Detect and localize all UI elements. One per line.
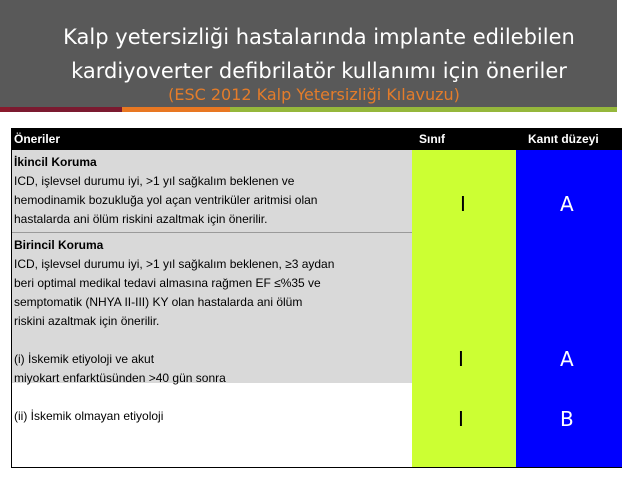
non-ischemic-evidence-value: B xyxy=(560,407,574,431)
slide-title-line-1: Kalp yetersizliği hastalarında implante edilebilen xyxy=(63,25,575,49)
secondary-evidence-value: A xyxy=(560,192,574,216)
ischemic-class-value: I xyxy=(458,347,464,371)
primary-prevention-heading: Birincil Koruma xyxy=(14,238,104,252)
table-bottom-border xyxy=(11,467,622,468)
secondary-prevention-line: hastalarda ani ölüm riskini azaltmak için önerilir. xyxy=(14,212,268,226)
accent-bar-orange xyxy=(122,107,230,112)
non-ischemic-class-value: I xyxy=(458,407,464,431)
table-header xyxy=(11,128,622,150)
primary-prevention-line: riskini azaltmak için önerilir. xyxy=(14,314,160,328)
ischemic-etiology-line-1: (i) İskemik etiyoloji ve akut xyxy=(14,352,155,366)
slide-subtitle: (ESC 2012 Kalp Yetersizliği Kılavuzu) xyxy=(168,85,460,104)
header-evidence-level: Kanıt düzeyi xyxy=(528,132,599,146)
secondary-prevention-line: ICD, işlevsel durumu iyi, >1 yıl sağkalım beklenen ve xyxy=(14,174,295,188)
row-separator xyxy=(11,232,412,233)
recommendations-table xyxy=(11,128,622,467)
secondary-prevention-heading: İkincil Koruma xyxy=(14,155,97,169)
ischemic-evidence-value: A xyxy=(560,347,574,371)
secondary-class-value: I xyxy=(460,192,466,216)
accent-bar-dark-red xyxy=(0,107,10,112)
header-recommendations: Öneriler xyxy=(14,132,61,146)
accent-bar-maroon xyxy=(10,107,122,112)
ischemic-etiology-line-2: miyokart enfarktüsünden >40 gün sonra xyxy=(14,371,226,385)
secondary-prevention-line: hemodinamik bozukluğa yol açan ventriküler aritmisi olan xyxy=(14,193,318,207)
primary-prevention-line: beri optimal medikal tedavi almasına rağmen EF ≤%35 ve xyxy=(14,276,321,290)
non-ischemic-etiology-line: (ii) İskemik olmayan etiyoloji xyxy=(14,409,164,423)
primary-prevention-line: semptomatik (NHYA II-III) KY olan hastalarda ani ölüm xyxy=(14,295,303,309)
header-class: Sınıf xyxy=(419,132,445,146)
accent-bar-green xyxy=(230,107,617,112)
primary-prevention-line: ICD, işlevsel durumu iyi, >1 yıl sağkalım beklenen, ≥3 aydan xyxy=(14,257,335,271)
table-left-border xyxy=(11,150,12,468)
slide-title-line-2: kardiyoverter defibrilatör kullanımı için öneriler xyxy=(71,59,567,83)
